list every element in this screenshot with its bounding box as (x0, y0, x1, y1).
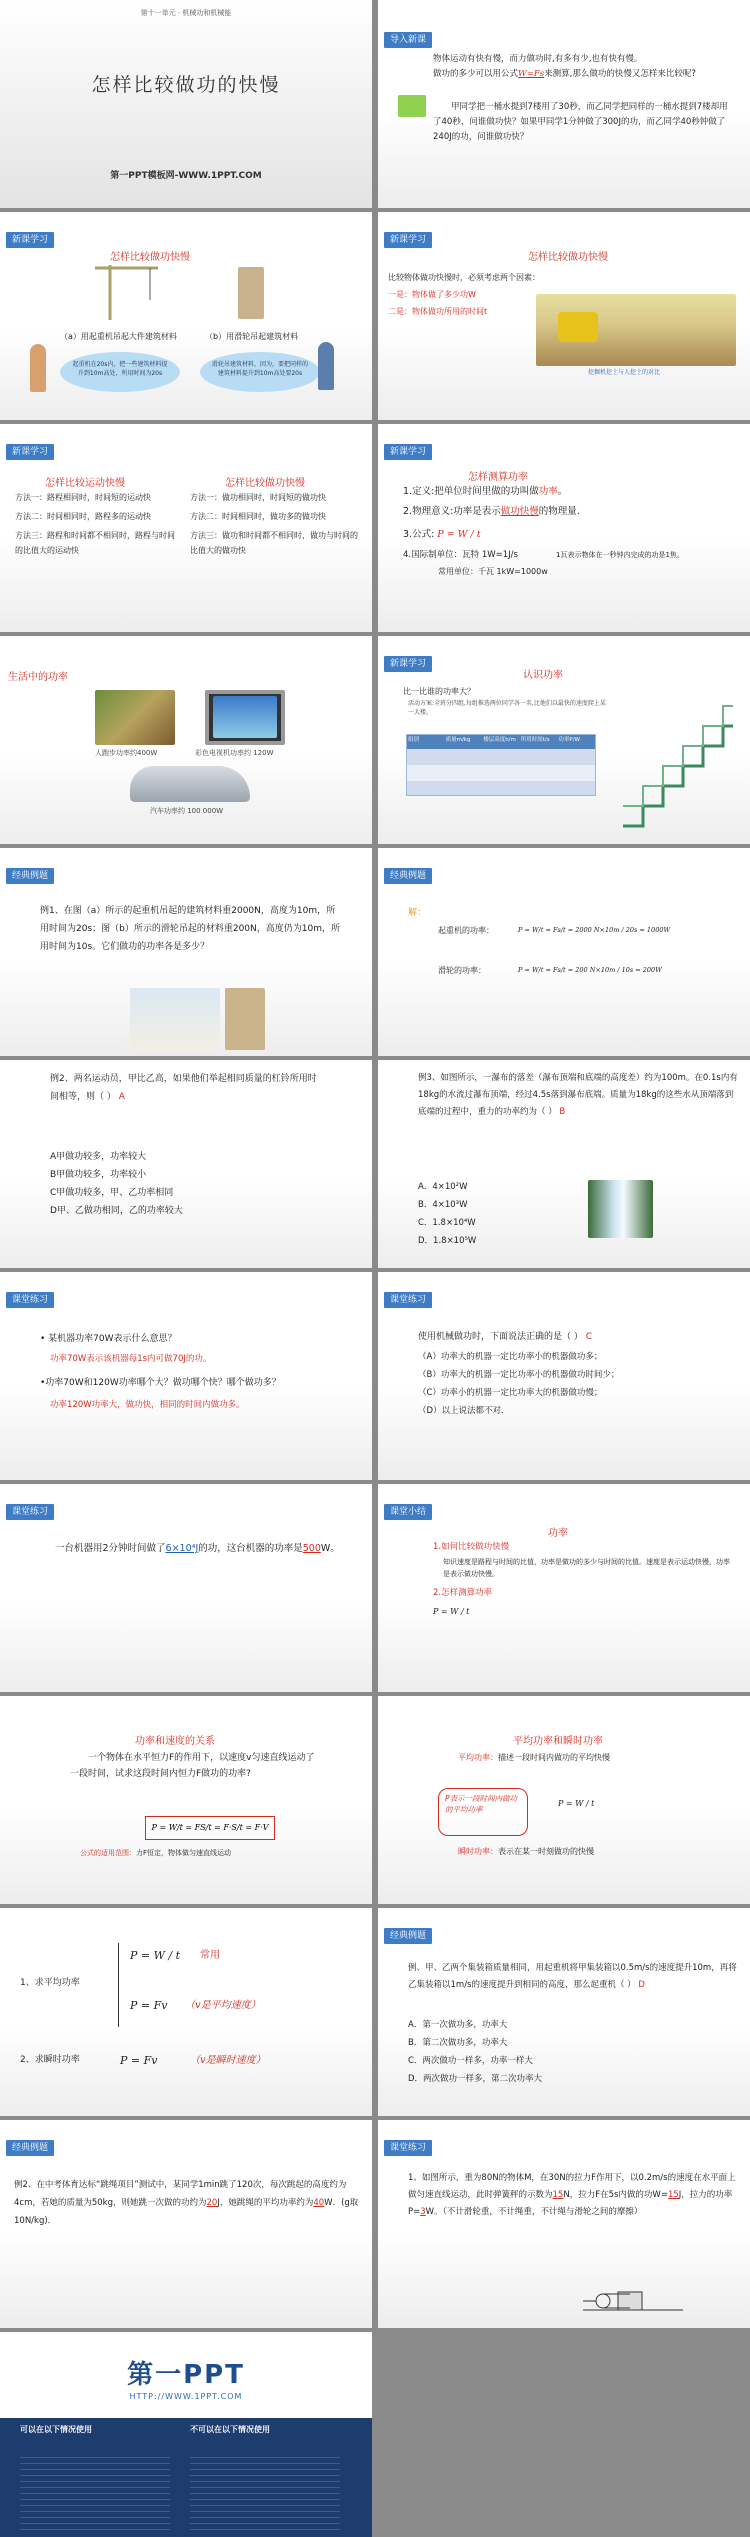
section-tag: 经典例题 (6, 868, 54, 884)
summary-heading-1: 1.如何比较做功快慢 (433, 1542, 510, 1552)
intro-question: 甲同学把一桶水提到7楼用了30秒，而乙同学把同样的一桶水提到7楼却用了40秒，问谁做功快？如果甲同学1分钟做了300J的功，而乙同学40秒钟做了240J的功，问谁做功快？ (433, 102, 728, 142)
option-d: （D）以上说法都不对． (418, 1406, 510, 1416)
option-c: C甲做功较多，甲、乙功率相同 (50, 1188, 174, 1198)
definition: 1.定义:把单位时间里做的功叫做功率。 (403, 486, 568, 497)
label-b: （b）用滑轮吊起建筑材料 (205, 332, 299, 341)
avg-bubble: P表示一段时间内做功的平均功率 (438, 1788, 528, 1836)
practice-text: 一台机器用2分钟时间做了6×10⁴J的功，这台机器的功率是500W。 (55, 1543, 340, 1554)
question: 一个物体在水平恒力F的作用下，以速度v匀速直线运动了一段时间，试求这段时间内恒力F做功的功率? (70, 1753, 315, 1779)
section-tag: 新课学习 (384, 232, 432, 248)
scope-note: 公式的适用范围：力F恒定，物体做匀速直线运动 (80, 1849, 232, 1857)
option-a: A．4×10²W (418, 1182, 468, 1192)
section-tag: 导入新课 (384, 32, 432, 48)
slide-5-methods (0, 424, 372, 632)
crane-illustration (90, 260, 160, 320)
label-a: （a）用起重机吊起大件建筑材料 (60, 332, 177, 341)
slide-title: 平均功率和瞬时功率 (513, 1736, 603, 1747)
slide-title: 功率 (548, 1528, 568, 1539)
table-header-cell: 组别 (408, 737, 420, 743)
question-2: •功率70W和120W功率哪个大？做功哪个快？哪个做功多？ (40, 1378, 281, 1388)
slide-title: 生活中的功率 (8, 672, 68, 683)
person-left (30, 344, 46, 392)
formula-label: 3.公式: P = W / t (403, 529, 481, 540)
formula-box: P = W/t = FS/t = F·S/t = F·V (145, 1816, 275, 1840)
row-avg-label: 1、求平均功率 (20, 1978, 80, 1988)
slide-20-example (378, 1908, 750, 2116)
slide-8-know-power (378, 636, 750, 844)
option-a: A甲做功较多，功率较大 (50, 1152, 147, 1162)
note-instant-speed: （v是瞬时速度） (190, 2055, 266, 2066)
brace (118, 1943, 119, 2027)
table-header-cell: 楼层高度h/m (483, 737, 516, 743)
activity-plan: 活动方案:全班分四组,每组推选两位同学各一名,比他们以最快的速度爬上某一大楼。 (408, 700, 606, 716)
crane-power-formula: P = W/t = Fs/t = 2000 N×10m / 20s = 1000W (518, 926, 671, 934)
si-unit-meaning: 1瓦表示物体在一秒钟内完成的功是1焦。 (556, 551, 684, 559)
instant-power-line: 瞬时功率：表示在某一时刻做功的快慢 (458, 1847, 594, 1856)
section-tag: 新课学习 (6, 232, 54, 248)
answer: A (118, 1092, 125, 1102)
stairs-illustration (618, 686, 738, 831)
slide-21-example (0, 2120, 372, 2328)
practice-text: 1、如图所示，重为80N的物体M，在30N的拉力F作用下，以0.2m/s的速度在水平面上做匀速直线运动，此时弹簧秤的示数为15N，拉力F在5s内做的功W=15J，拉力的功率P=3W。（不计滑轮重，不计绳重，不计绳与滑轮之间的摩擦） (408, 2173, 736, 2217)
option-b: B．第二次做功多，功率大 (408, 2038, 508, 2048)
answer: C (585, 1332, 593, 1342)
cover-brand: 第一PPT模板网-WWW.1PPT.COM (110, 171, 262, 181)
excavator-body (558, 312, 598, 342)
section-tag: 新课学习 (384, 444, 432, 460)
section-tag: 课堂小结 (384, 1504, 432, 1520)
answer: D (638, 1980, 645, 1990)
section-tag: 经典例题 (6, 2140, 54, 2156)
slide-9-example1 (0, 848, 372, 1056)
slide-14-practice (378, 1272, 750, 1480)
common-unit: 常用单位：千瓦 1kW=1000w (438, 567, 548, 576)
table-header (407, 735, 595, 749)
slide-title: 怎样比较做功快慢 (528, 252, 608, 263)
work-method-1: 方法一：做功相同时，时间短的做功快 (190, 493, 326, 502)
brand-url: HTTP://WWW.1PPT.COM (129, 2392, 243, 2401)
slide-13-practice (0, 1272, 372, 1480)
section-tag: 经典例题 (384, 1928, 432, 1944)
section-tag: 新课学习 (6, 444, 54, 460)
pulley-image-b (225, 988, 265, 1050)
example2-text: 例2、两名运动员，甲比乙高，如果他们举起相同质量的杠铃所用时间相等，则（ ） A (50, 1074, 317, 1102)
example-text: 例2、在中考体育达标“跳绳项目”测试中，某同学1min跳了120次，每次跳起的高度约为4cm，若她的质量为50kg，则她跳一次做的功约为20J，她跳绳的平均功率约为40W．(g取10N/kg)． (14, 2180, 359, 2226)
slide-16-summary (378, 1484, 750, 1692)
option-d: D．1.8×10⁵W (418, 1236, 477, 1246)
work-method-2: 方法二：时间相同时，做功多的做功快 (190, 512, 326, 521)
crane-power-label: 起重机的功率： (438, 926, 494, 935)
option-a: （A）功率大的机器一定比功率小的机器做功多； (418, 1352, 603, 1362)
pulley-power-formula: P = W/t = Fs/t = 200 N×10m / 10s = 200W (518, 966, 662, 974)
slide-title: 功率和速度的关系 (135, 1736, 215, 1747)
example1-text: 例1、在图（a）所示的起重机吊起的建筑材料重2000N，高度为10m，所用时间为20s；图（b）所示的滑轮吊起的材料重200N，高度仍为10m，所用时间为10s。它们做功的功率各是多少？ (40, 906, 340, 952)
example3-text: 例3、如图所示，一瀑布的落差（瀑布顶端和底端的高度差）约为100m。在0.1s内有18kg的水流过瀑布顶端，经过4.5s落到瀑布底端。质量为18kg的这些水从顶端落到底端的过程中，重力的功率约为（ ） B (418, 1073, 738, 1117)
formula-avg-1: P = W / t (130, 1949, 181, 1962)
section-tag: 课堂练习 (384, 2140, 432, 2156)
slide-18-avg-instant (378, 1696, 750, 1904)
unit-label: 第十一单元 · 机械功和机械能 (140, 9, 232, 17)
option-d: D．两次做功一样多，第二次功率大 (408, 2074, 543, 2084)
person-right (318, 342, 334, 390)
formula-avg-2: P = Fv (130, 1999, 168, 2012)
link-list-right (190, 2452, 340, 2530)
slide-3-compare (0, 212, 372, 420)
slide-15-practice (0, 1484, 372, 1692)
summary-detail-1: 知识速度是路程与时间的比值，功率是做功的多少与时间的比值。速度是表示运动快慢，功率是表示做功快慢。 (443, 1558, 730, 1578)
section-tag: 课堂练习 (6, 1504, 54, 1520)
section-tag: 经典例题 (384, 868, 432, 884)
physical-meaning: 2.物理意义:功率是表示做功快慢的物理量. (403, 506, 580, 517)
pulley-diagram (583, 2270, 683, 2320)
image-caption: 挖掘机挖土与人挖土的对比 (588, 369, 661, 376)
slide-2-intro (378, 0, 750, 208)
option-b: （B）功率大的机器一定比功率小的机器做功时间少； (418, 1370, 620, 1380)
example-text: 例、甲、乙两个集装箱质量相同，用起重机将甲集装箱以0.5m/s的速度提升10m，再将乙集装箱以1m/s的速度提升到相同的高度，那么起重机（ ） D (408, 1963, 737, 1990)
slide-title: 怎样测算功率 (468, 472, 528, 483)
slide-22-practice (378, 2120, 750, 2328)
section-tag: 新课学习 (384, 656, 432, 672)
avg-formula: P = W / t (558, 1799, 595, 1808)
answer-2: 功率120W功率大，做功快，相同的时间内做功多。 (50, 1400, 245, 1410)
answer: B (559, 1107, 566, 1117)
option-d: D甲、乙做功相同，乙的功率较大 (50, 1206, 183, 1216)
slide-1-cover (0, 0, 372, 208)
work-method-3: 方法三：做功和时间都不相同时，做功与时间的比值大的做功快 (190, 531, 358, 555)
summary-heading-2: 2.怎样测算功率 (433, 1588, 493, 1598)
motion-method-3: 方法三：路程和时间都不相同时，路程与时间的比值大的运动快 (15, 531, 175, 555)
motion-method-1: 方法一：路程相同时，时间短的运动快 (15, 493, 151, 502)
bubble-b: 滑轮吊建筑材料，因为，要把同样的建筑材料提升到10m高处要20s (200, 352, 320, 392)
crane-image-a (130, 988, 220, 1050)
answer-1: 功率70W表示该机器每1s内可做70J的功。 (50, 1354, 212, 1364)
table-row (407, 781, 595, 795)
allowed-heading: 可以在以下情况使用 (20, 2425, 92, 2434)
formula-instant: P = Fv (120, 2054, 158, 2067)
factors-intro: 比较物体做功快慢时，必须考虑两个因素： (388, 273, 540, 282)
table-row (407, 749, 595, 765)
disallowed-heading: 不可以在以下情况使用 (190, 2425, 270, 2434)
si-unit: 4.国际制单位：瓦特 1W=1J/s (403, 550, 518, 560)
option-c: C．两次做功一样多，功率一样大 (408, 2056, 533, 2066)
section-tag: 课堂练习 (384, 1292, 432, 1308)
slide-17-power-speed (0, 1696, 372, 1904)
factor-2: 二是：物体做功所用的时间t (388, 307, 488, 316)
slide-title: 怎样比较做功快慢 (110, 252, 190, 263)
slide-7-life-power (0, 636, 372, 844)
question-1: • 某机器功率70W表示什么意思？ (40, 1334, 177, 1344)
slide-6-power-def (378, 424, 750, 632)
option-b: B甲做功较多，功率较小 (50, 1170, 147, 1180)
car-image (130, 766, 250, 802)
slide-23-brand (0, 2332, 372, 2537)
slide-10-solution (378, 848, 750, 1056)
factor-1: 一是：物体做了多少功W (388, 290, 476, 299)
empty-area (378, 2332, 750, 2537)
runner-image (95, 690, 175, 745)
question: 使用机械做功时，下面说法正确的是（ ） C (418, 1332, 593, 1342)
avg-power-line: 平均功率：描述一段时间内做功的平均快慢 (458, 1753, 610, 1762)
table-header-cell: 所用时间t/s (520, 737, 550, 743)
table-row (407, 765, 595, 781)
cover-title: 怎样比较做功的快慢 (91, 74, 281, 96)
section-tag: 课堂练习 (6, 1292, 54, 1308)
building-illustration (238, 267, 264, 319)
intro-text-1: 物体运动有快有慢，而力做功时,有多有少,也有快有慢。 (433, 54, 643, 64)
compare-prompt: 比一比谁的功率大？ (403, 687, 475, 696)
option-b: B．4×10³W (418, 1200, 468, 1210)
motion-title: 怎样比较运动快慢 (45, 478, 125, 489)
option-c: （C）功率小的机器一定比功率大的机器做功慢； (418, 1388, 603, 1398)
summary-formula: P = W / t (433, 1607, 470, 1616)
note-common: 常用 (200, 1950, 220, 1961)
tv-screen (213, 696, 277, 738)
work-title: 怎样比较做功快慢 (225, 478, 305, 489)
table-header-cell: 质量m/kg (445, 737, 471, 743)
slide-title: 认识功率 (523, 670, 563, 681)
pencil-illustration (398, 95, 426, 117)
bubble-a: 起重机在20s内，把一些建筑材料提升到10m高处，所用时间为20s (60, 352, 180, 392)
brand-logo: 第一PPT (127, 2360, 245, 2390)
power-table (406, 734, 596, 796)
car-caption: 汽车功率约 100 000W (150, 807, 224, 815)
waterfall-image (588, 1180, 653, 1238)
tv-caption: 彩色电视机功率约 120W (195, 749, 274, 757)
option-c: C．1.8×10⁴W (418, 1218, 476, 1228)
intro-text-2: 做功的多少可以用公式W=Fs来测算,那么做功的快慢又怎样来比较呢? (433, 69, 696, 79)
runner-caption: 人跑步功率约400W (95, 749, 158, 757)
note-avg-speed: （v是平均速度） (185, 2000, 261, 2011)
link-list-left (20, 2452, 170, 2530)
slide-19-formulas (0, 1908, 372, 2116)
slide-12-example3 (378, 1060, 750, 1268)
table-header-cell: 功率P/W (558, 737, 580, 743)
row-instant-label: 2、求瞬时功率 (20, 2055, 80, 2065)
pulley-power-label: 滑轮的功率： (438, 966, 486, 975)
motion-method-2: 方法二：时间相同时，路程多的运动快 (15, 512, 151, 521)
solution-label: 解： (408, 908, 427, 918)
option-a: A．第一次做功多，功率大 (408, 2020, 508, 2030)
slide-4-factors (378, 212, 750, 420)
slide-11-example2 (0, 1060, 372, 1268)
